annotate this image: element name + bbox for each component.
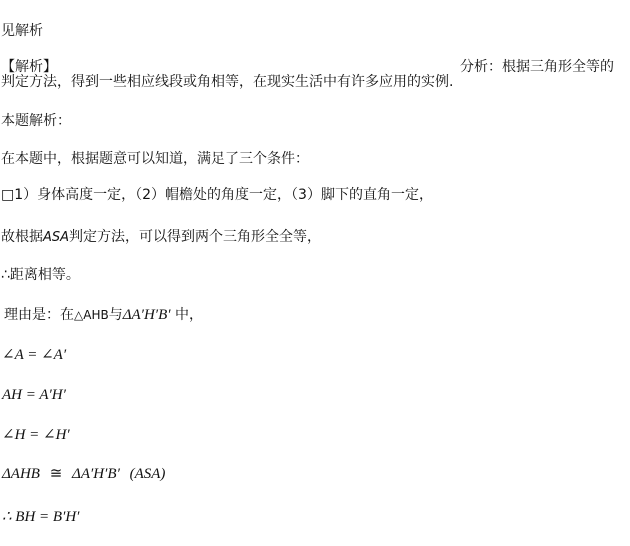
criterion-asa: ASA xyxy=(43,230,70,245)
reason-mid: 与 xyxy=(108,307,123,323)
reason-text xyxy=(4,306,203,324)
conditions-text xyxy=(1,186,433,204)
conclusion-text: ∴距离相等。 xyxy=(1,267,80,283)
proof-line-5: ∴ BH = B′H′ xyxy=(2,509,80,525)
criterion-suffix: 判定方法，可以得到两个三角形全全等， xyxy=(69,229,322,245)
proof-line-4-op: ≅ xyxy=(49,466,63,482)
reason-suffix: 中， xyxy=(170,307,203,323)
answer-text: 见解析 xyxy=(1,23,43,39)
proof-line-4-left: ΔAHB xyxy=(2,466,40,482)
reason-triangle-2: ΔA′H′B′ xyxy=(122,307,171,323)
reason-triangle-1: △AHB xyxy=(74,308,109,322)
conditions-body: 1）身体高度一定，（2）帽檐处的角度一定，（3）脚下的直角一定， xyxy=(14,187,433,203)
criterion-text xyxy=(1,228,321,247)
proof-line-1: ∠A = ∠A′ xyxy=(2,347,67,363)
analysis-tag: 【解析】 xyxy=(1,59,57,75)
proof-line-3: ∠H = ∠H′ xyxy=(2,427,70,443)
analysis-label: 分析：根据三角形全等的 xyxy=(460,59,614,75)
reason-prefix: 理由是：在 xyxy=(4,307,74,323)
section-title: 本题解析： xyxy=(1,113,71,129)
proof-line-4-right: ΔA′H′B′ xyxy=(72,466,120,482)
analysis-continued: 判定方法，得到一些相应线段或角相等，在现实生活中有许多应用的实例. xyxy=(1,74,454,90)
criterion-prefix: 故根据 xyxy=(1,229,43,245)
proof-line-4-reason: (ASA) xyxy=(129,466,166,482)
intro-text: 在本题中，根据题意可以知道，满足了三个条件： xyxy=(1,151,309,167)
conditions-marker: □ xyxy=(1,187,15,203)
proof-line-2: AH = A′H′ xyxy=(2,387,66,403)
proof-line-4 xyxy=(2,465,165,483)
